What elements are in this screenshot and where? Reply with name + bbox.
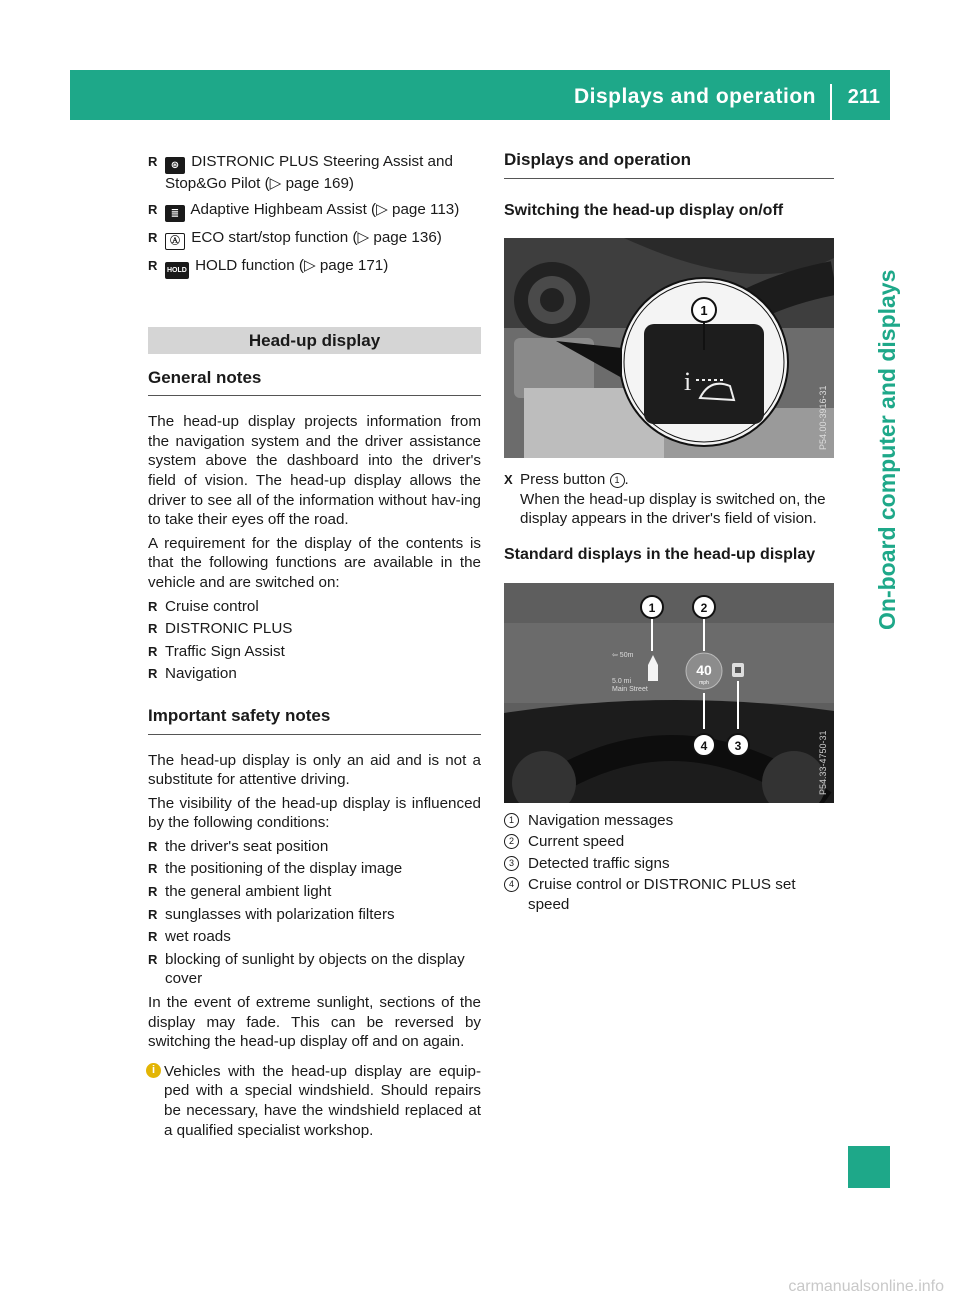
info-icon: i <box>146 1063 161 1078</box>
callout-number: 1 <box>700 303 708 319</box>
legend-item: 2 Current speed <box>504 832 834 852</box>
instruction-step: X Press button 1 . When the head-up display is switched on, the display appears in the driver's field of vision. <box>504 470 834 529</box>
svg-text:i: i <box>684 367 692 397</box>
list-item: R ≣ Adaptive Highbeam Assist (▷ page 113) <box>148 200 481 222</box>
callout-number: 2 <box>700 600 708 615</box>
list-item: R DISTRONIC PLUS <box>148 619 481 639</box>
section-title: Important safety notes <box>148 706 481 735</box>
hud-street: Main Street <box>612 685 648 693</box>
hud-speed-unit: mph <box>699 679 709 686</box>
hold-icon: HOLD <box>165 262 189 279</box>
left-column <box>148 152 481 1140</box>
subsection-title: Switching the head-up display on/off <box>504 201 784 219</box>
callout-number: 3 <box>734 738 742 753</box>
steering-wheel-button-photo <box>504 238 834 458</box>
section-title: General notes <box>148 368 481 397</box>
chapter-tab-marker <box>848 1146 890 1188</box>
eco-icon: Ⓐ <box>165 233 185 250</box>
list-item: R the general ambient light <box>148 882 481 902</box>
svg-text:⇦ 50m: ⇦ 50m <box>612 651 634 659</box>
list-item: R the driver's seat position <box>148 837 481 857</box>
section-banner: Head-up display <box>148 327 481 354</box>
header-divider <box>830 84 832 120</box>
hud-display-photo <box>504 583 834 803</box>
legend-item: 1 Navigation messages <box>504 811 834 831</box>
list-item: R wet roads <box>148 927 481 947</box>
paragraph: In the event of extreme sunlight, sections of the display may fade. This can be reversed by switching the head-up display off and on again. <box>148 994 481 1051</box>
hud-distance: 5.0 mi <box>612 677 632 685</box>
header-title: Displays and operation <box>573 85 816 108</box>
list-item: R sunglasses with polarization filters <box>148 905 481 925</box>
list-item: R Traffic Sign Assist <box>148 642 481 662</box>
paragraph: The visibility of the head-up display is influenced by the following conditions: <box>148 794 481 832</box>
watermark: carmanualsonline.info <box>788 1278 944 1295</box>
chapter-tab-label: On-board computer and displays <box>874 269 900 630</box>
callout-number: 1 <box>610 473 625 488</box>
paragraph: A requirement for the display of the contents is that the following functions are available in the vehicle and are switched on: <box>148 534 481 591</box>
list-item: R the positioning of the display image <box>148 859 481 879</box>
callout-number: 1 <box>648 600 656 615</box>
page-header <box>70 70 890 120</box>
section-title: Displays and operation <box>504 150 834 179</box>
right-column <box>504 150 834 915</box>
subsection-title: Standard displays in the head-up display <box>504 545 816 563</box>
legend-item: 3 Detected traffic signs <box>504 854 834 874</box>
highbeam-assist-icon: ≣ <box>165 205 185 222</box>
list-item: R Navigation <box>148 664 481 684</box>
list-item: R Cruise control <box>148 597 481 617</box>
list-item: R HOLD HOLD function (▷ page 171) <box>148 256 481 279</box>
paragraph: The head-up display is only an aid and is not a substitute for attentive driving. <box>148 751 481 789</box>
photo-code: P54.33-4750-31 <box>818 730 828 795</box>
hud-speed: 40 <box>696 661 712 678</box>
photo-code: P54.00-3916-31 <box>818 385 828 451</box>
list-item: R blocking of sunlight by objects on the display cover <box>148 950 481 989</box>
list-item: R ⊛ DISTRONIC PLUS Steering Assist and Stop&Go Pilot (▷ page 169) <box>148 152 481 194</box>
legend-item: 4 Cruise control or DISTRONIC PLUS set speed <box>504 875 834 914</box>
callout-number: 4 <box>700 738 708 753</box>
steering-assist-icon: ⊛ <box>165 157 185 174</box>
paragraph: The head-up display projects information from the navigation system and the driver assistance system above the dashboard into the driver's field of vision. The head-up display allows the driver to see all of the information without hav-ing to take their eyes off the road. <box>148 413 481 529</box>
page-number: 211 <box>847 86 880 108</box>
list-item: R Ⓐ ECO start/stop function (▷ page 136) <box>148 228 481 250</box>
info-note: i Vehicles with the head-up display are equip-ped with a special windshield. Should repairs be necessary, have the windshield replaced at a qualified specialist workshop. <box>148 1062 481 1140</box>
